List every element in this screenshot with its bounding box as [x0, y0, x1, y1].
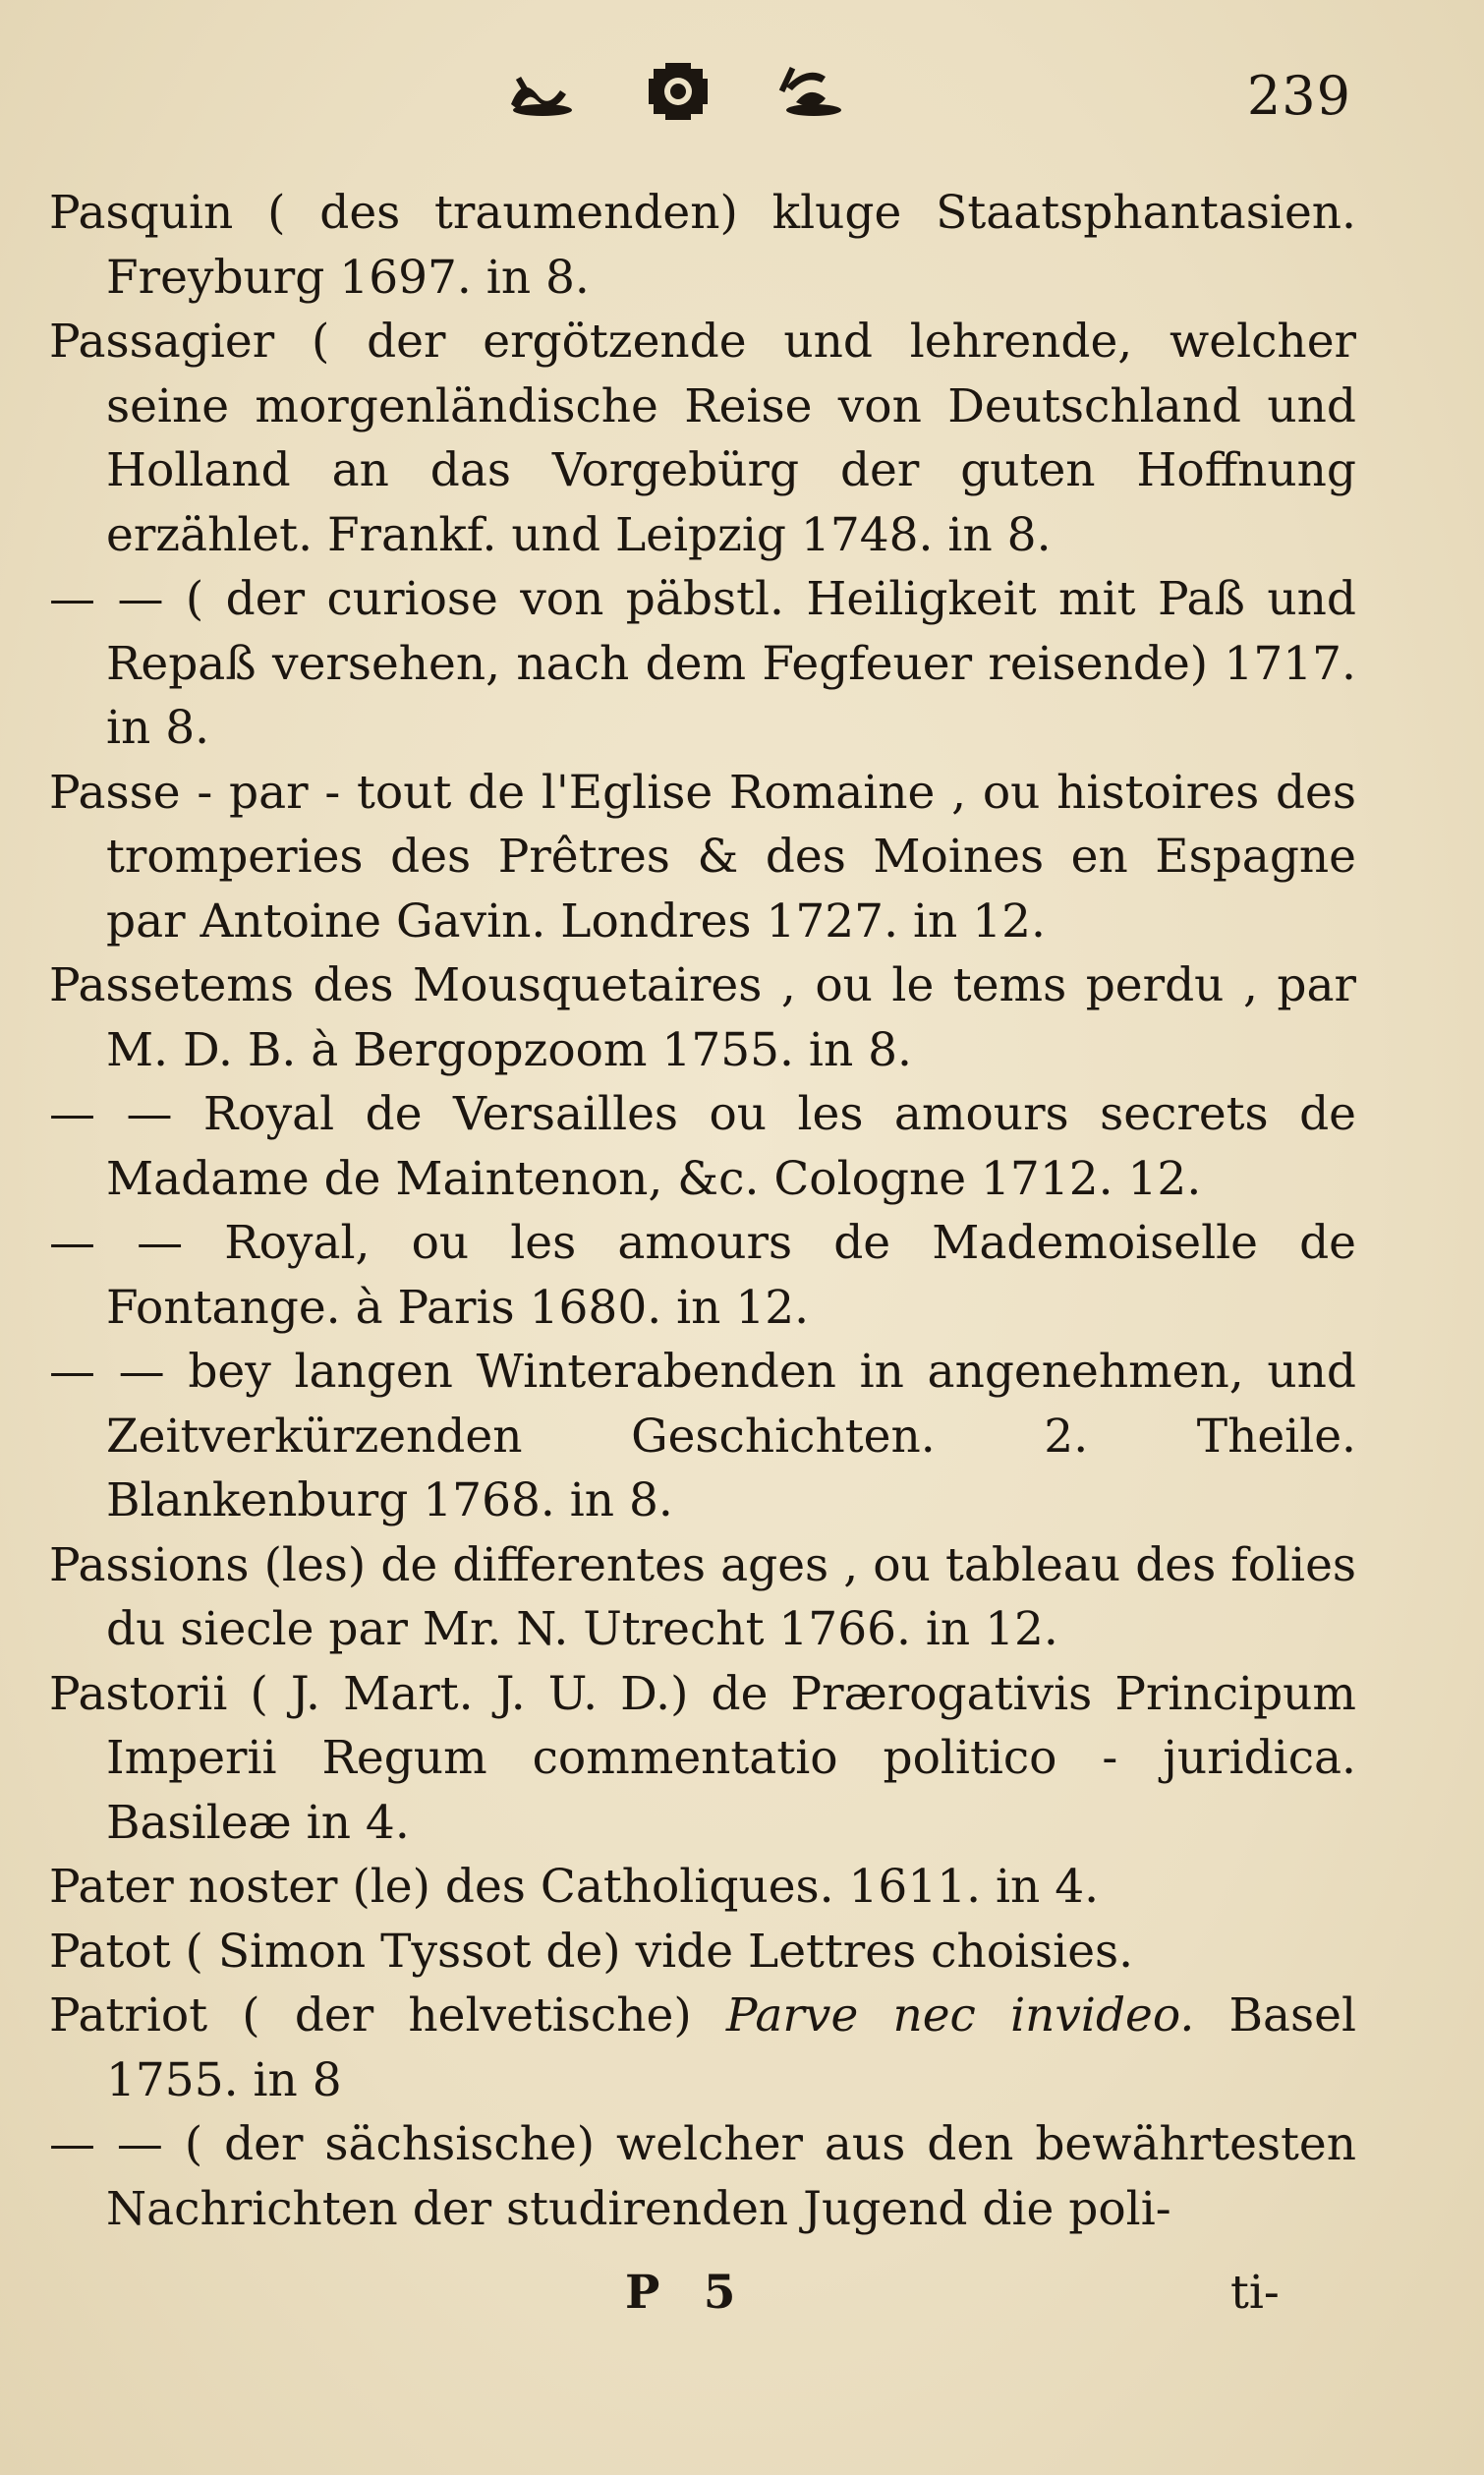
bibliography-entry: [49, 1533, 1356, 1662]
bibliography-entry: [49, 1662, 1356, 1856]
entry-text: — — ( der curiose von päbstl. Heiligkeit mit Paß und Repaß versehen, nach dem Fegfeuer reisende) 1717. in 8.: [49, 572, 1356, 755]
bibliography-entry: [49, 310, 1356, 567]
page-number: 239: [1246, 65, 1351, 127]
entry-text: — — Royal de Versailles ou les amours secrets de Madame de Maintenon, &c. Cologne 1712. 12.: [49, 1087, 1356, 1206]
entry-text: Patriot ( der helvetische): [49, 1988, 726, 2043]
bibliography-entry: [49, 567, 1356, 761]
entry-text: Passetems des Mousquetaires , ou le tems perdu , par M. D. B. à Bergopzoom 1755. in 8.: [49, 958, 1356, 1077]
bibliography-entry: [49, 1855, 1356, 1920]
entry-text: — — Royal, ou les amours de Mademoiselle de Fontange. à Paris 1680. in 12.: [49, 1216, 1356, 1335]
bibliography-entry: [49, 181, 1356, 310]
entry-text: Patot ( Simon Tyssot de) vide Lettres choisies.: [49, 1924, 1134, 1979]
entry-text: Pasquin ( des traumenden) kluge Staatsphantasien. Freyburg 1697. in 8.: [49, 186, 1356, 305]
signature-mark: P 5: [625, 2266, 750, 2320]
bibliography-entry: [49, 953, 1356, 1082]
bibliography-entry: [49, 1082, 1356, 1211]
bibliography-entry: [49, 1340, 1356, 1533]
bibliography-list: [49, 181, 1356, 2241]
bibliography-entry: [49, 2112, 1356, 2241]
catchword: ti-: [1230, 2266, 1280, 2320]
bibliography-entry: [49, 761, 1356, 954]
page-footer: [0, 2266, 1484, 2334]
entry-motto: Parve nec invideo.: [725, 1988, 1195, 2043]
bibliography-entry: [49, 1211, 1356, 1340]
entry-text: Pater noster (le) des Catholiques. 1611. in 4.: [49, 1860, 1100, 1914]
bibliography-entry: [49, 1984, 1356, 2112]
entry-text: Passe - par - tout de l'Eglise Romaine , ou histoires des tromperies des Prêtres & des Moines en Espagne par Antoine Gavin. Londres 1727. in 12.: [49, 765, 1356, 949]
printer-ornament-icon: [501, 57, 855, 126]
page-header: [0, 57, 1484, 126]
entry-text: — — ( der sächsische) welcher aus den bewährtesten Nachrichten der studirenden Jugend die poli-: [49, 2117, 1356, 2236]
entry-text: Pastorii ( J. Mart. J. U. D.) de Prærogativis Principum Imperii Regum commentatio politico - juridica. Basileæ in 4.: [49, 1666, 1356, 1850]
entry-text: Passions (les) de differentes ages , ou tableau des folies du siecle par Mr. N. Utrecht 1766. in 12.: [49, 1537, 1356, 1656]
entry-text: Passagier ( der ergötzende und lehrende, welcher seine morgenländische Reise von Deutschland und Holland an das Vorgebürg der guten Hoffnung erzählet. Frankf. und Leipzig 1748. in 8.: [49, 315, 1356, 562]
entry-text: — — bey langen Winterabenden in angenehmen, und Zeitverkürzenden Geschichten. 2. Theile. Blankenburg 1768. in 8.: [49, 1345, 1356, 1527]
bibliography-entry: [49, 1920, 1356, 1985]
entry-text-trail: Basel 1755. in 8: [106, 1988, 1356, 2107]
